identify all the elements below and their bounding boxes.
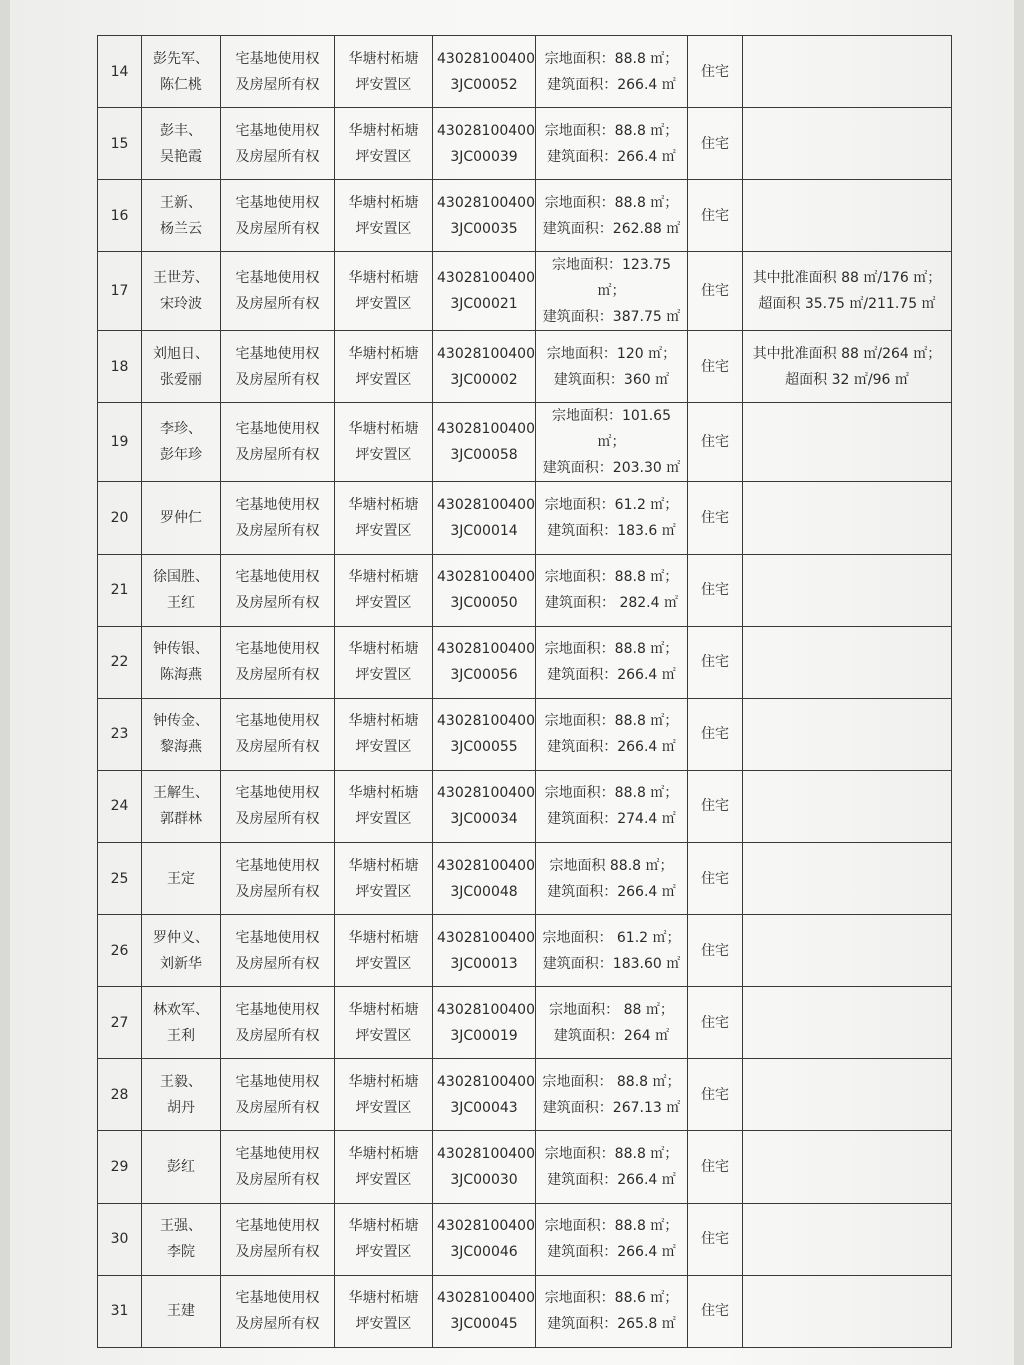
right-type: 宅基地使用权 及房屋所有权 [221, 626, 335, 698]
unit-code: 43028100400 3JC00034 [433, 770, 536, 842]
location: 华塘村柘塘 坪安置区 [335, 1275, 433, 1347]
location: 华塘村柘塘 坪安置区 [335, 554, 433, 626]
unit-code: 43028100400 3JC00046 [433, 1203, 536, 1275]
location: 华塘村柘塘 坪安置区 [335, 915, 433, 987]
table-row [98, 403, 952, 482]
location: 华塘村柘塘 坪安置区 [335, 331, 433, 403]
area-info: 宗地面积：120 ㎡； 建筑面积：360 ㎡ [536, 331, 688, 403]
land-use: 住宅 [688, 252, 743, 331]
land-use: 住宅 [688, 987, 743, 1059]
right-type: 宅基地使用权 及房屋所有权 [221, 1203, 335, 1275]
right-type: 宅基地使用权 及房屋所有权 [221, 108, 335, 180]
remarks [743, 36, 952, 108]
location: 华塘村柘塘 坪安置区 [335, 1131, 433, 1203]
right-type: 宅基地使用权 及房屋所有权 [221, 1131, 335, 1203]
table-row [98, 842, 952, 914]
land-use: 住宅 [688, 1275, 743, 1347]
row-number: 16 [98, 180, 142, 252]
document-page [10, 0, 1014, 1365]
right-type: 宅基地使用权 及房屋所有权 [221, 698, 335, 770]
row-number: 26 [98, 915, 142, 987]
area-info: 宗地面积：88.8 ㎡； 建筑面积： 282.4 ㎡ [536, 554, 688, 626]
right-type: 宅基地使用权 及房屋所有权 [221, 252, 335, 331]
land-use: 住宅 [688, 36, 743, 108]
location: 华塘村柘塘 坪安置区 [335, 36, 433, 108]
row-number: 24 [98, 770, 142, 842]
location: 华塘村柘塘 坪安置区 [335, 403, 433, 482]
unit-code: 43028100400 3JC00002 [433, 331, 536, 403]
owner-names: 罗仲仁 [142, 482, 221, 554]
row-number: 30 [98, 1203, 142, 1275]
row-number: 25 [98, 842, 142, 914]
remarks [743, 770, 952, 842]
remarks [743, 1203, 952, 1275]
row-number: 17 [98, 252, 142, 331]
remarks: 其中批准面积 88 ㎡/264 ㎡； 超面积 32 ㎡/96 ㎡ [743, 331, 952, 403]
location: 华塘村柘塘 坪安置区 [335, 698, 433, 770]
remarks [743, 554, 952, 626]
table-body [98, 36, 952, 1348]
row-number: 14 [98, 36, 142, 108]
row-number: 19 [98, 403, 142, 482]
land-use: 住宅 [688, 1059, 743, 1131]
row-number: 31 [98, 1275, 142, 1347]
owner-names: 彭先军、 陈仁桃 [142, 36, 221, 108]
area-info: 宗地面积： 88 ㎡； 建筑面积：264 ㎡ [536, 987, 688, 1059]
table-row [98, 987, 952, 1059]
table-row [98, 1131, 952, 1203]
unit-code: 43028100400 3JC00058 [433, 403, 536, 482]
land-use: 住宅 [688, 770, 743, 842]
area-info: 宗地面积：88.8 ㎡； 建筑面积：262.88 ㎡ [536, 180, 688, 252]
area-info: 宗地面积：88.8 ㎡； 建筑面积：266.4 ㎡ [536, 698, 688, 770]
table-row [98, 36, 952, 108]
unit-code: 43028100400 3JC00030 [433, 1131, 536, 1203]
unit-code: 43028100400 3JC00052 [433, 36, 536, 108]
remarks [743, 1059, 952, 1131]
area-info: 宗地面积：123.75 ㎡； 建筑面积：387.75 ㎡ [536, 252, 688, 331]
unit-code: 43028100400 3JC00043 [433, 1059, 536, 1131]
right-type: 宅基地使用权 及房屋所有权 [221, 331, 335, 403]
unit-code: 43028100400 3JC00045 [433, 1275, 536, 1347]
area-info: 宗地面积：88.8 ㎡； 建筑面积：274.4 ㎡ [536, 770, 688, 842]
area-info: 宗地面积：88.8 ㎡； 建筑面积：266.4 ㎡ [536, 1131, 688, 1203]
area-info: 宗地面积：88.8 ㎡； 建筑面积：266.4 ㎡ [536, 626, 688, 698]
remarks [743, 482, 952, 554]
location: 华塘村柘塘 坪安置区 [335, 770, 433, 842]
right-type: 宅基地使用权 及房屋所有权 [221, 1059, 335, 1131]
area-info: 宗地面积：101.65 ㎡； 建筑面积：203.30 ㎡ [536, 403, 688, 482]
unit-code: 43028100400 3JC00055 [433, 698, 536, 770]
owner-names: 钟传金、 黎海燕 [142, 698, 221, 770]
table-row [98, 770, 952, 842]
area-info: 宗地面积：88.8 ㎡； 建筑面积：266.4 ㎡ [536, 36, 688, 108]
land-use: 住宅 [688, 554, 743, 626]
table-row [98, 108, 952, 180]
owner-names: 林欢军、 王利 [142, 987, 221, 1059]
remarks [743, 915, 952, 987]
owner-names: 王建 [142, 1275, 221, 1347]
remarks: 其中批准面积 88 ㎡/176 ㎡； 超面积 35.75 ㎡/211.75 ㎡ [743, 252, 952, 331]
unit-code: 43028100400 3JC00035 [433, 180, 536, 252]
row-number: 23 [98, 698, 142, 770]
land-use: 住宅 [688, 108, 743, 180]
unit-code: 43028100400 3JC00013 [433, 915, 536, 987]
right-type: 宅基地使用权 及房屋所有权 [221, 180, 335, 252]
table-row [98, 252, 952, 331]
table-row [98, 698, 952, 770]
area-info: 宗地面积： 61.2 ㎡； 建筑面积：183.60 ㎡ [536, 915, 688, 987]
location: 华塘村柘塘 坪安置区 [335, 1203, 433, 1275]
row-number: 15 [98, 108, 142, 180]
table-row [98, 626, 952, 698]
owner-names: 王新、 杨兰云 [142, 180, 221, 252]
table-row [98, 554, 952, 626]
row-number: 20 [98, 482, 142, 554]
remarks [743, 987, 952, 1059]
area-info: 宗地面积： 88.8 ㎡； 建筑面积：267.13 ㎡ [536, 1059, 688, 1131]
area-info: 宗地面积：88.8 ㎡； 建筑面积：266.4 ㎡ [536, 1203, 688, 1275]
area-info: 宗地面积：61.2 ㎡； 建筑面积：183.6 ㎡ [536, 482, 688, 554]
location: 华塘村柘塘 坪安置区 [335, 1059, 433, 1131]
area-info: 宗地面积：88.8 ㎡； 建筑面积：266.4 ㎡ [536, 108, 688, 180]
owner-names: 罗仲义、 刘新华 [142, 915, 221, 987]
remarks [743, 1275, 952, 1347]
land-use: 住宅 [688, 331, 743, 403]
right-type: 宅基地使用权 及房屋所有权 [221, 915, 335, 987]
land-use: 住宅 [688, 698, 743, 770]
owner-names: 钟传银、 陈海燕 [142, 626, 221, 698]
remarks [743, 108, 952, 180]
land-use: 住宅 [688, 403, 743, 482]
remarks [743, 403, 952, 482]
area-info: 宗地面积：88.6 ㎡； 建筑面积：265.8 ㎡ [536, 1275, 688, 1347]
right-type: 宅基地使用权 及房屋所有权 [221, 842, 335, 914]
right-type: 宅基地使用权 及房屋所有权 [221, 403, 335, 482]
right-type: 宅基地使用权 及房屋所有权 [221, 987, 335, 1059]
location: 华塘村柘塘 坪安置区 [335, 108, 433, 180]
remarks [743, 180, 952, 252]
right-type: 宅基地使用权 及房屋所有权 [221, 770, 335, 842]
area-info: 宗地面积 88.8 ㎡； 建筑面积：266.4 ㎡ [536, 842, 688, 914]
right-type: 宅基地使用权 及房屋所有权 [221, 482, 335, 554]
owner-names: 刘旭日、 张爱丽 [142, 331, 221, 403]
remarks [743, 698, 952, 770]
location: 华塘村柘塘 坪安置区 [335, 252, 433, 331]
land-use: 住宅 [688, 842, 743, 914]
right-type: 宅基地使用权 及房屋所有权 [221, 36, 335, 108]
table-row [98, 482, 952, 554]
land-use: 住宅 [688, 626, 743, 698]
land-use: 住宅 [688, 180, 743, 252]
unit-code: 43028100400 3JC00039 [433, 108, 536, 180]
location: 华塘村柘塘 坪安置区 [335, 987, 433, 1059]
registration-table [97, 35, 952, 1348]
table-row [98, 1203, 952, 1275]
remarks [743, 626, 952, 698]
remarks [743, 1131, 952, 1203]
owner-names: 王毅、 胡丹 [142, 1059, 221, 1131]
land-use: 住宅 [688, 1203, 743, 1275]
land-use: 住宅 [688, 482, 743, 554]
owner-names: 王强、 李院 [142, 1203, 221, 1275]
row-number: 27 [98, 987, 142, 1059]
table-row [98, 331, 952, 403]
unit-code: 43028100400 3JC00056 [433, 626, 536, 698]
owner-names: 彭红 [142, 1131, 221, 1203]
land-use: 住宅 [688, 915, 743, 987]
table-row [98, 180, 952, 252]
land-use: 住宅 [688, 1131, 743, 1203]
owner-names: 彭丰、 吴艳霞 [142, 108, 221, 180]
owner-names: 王世芳、 宋玲波 [142, 252, 221, 331]
unit-code: 43028100400 3JC00048 [433, 842, 536, 914]
location: 华塘村柘塘 坪安置区 [335, 842, 433, 914]
owner-names: 王定 [142, 842, 221, 914]
unit-code: 43028100400 3JC00014 [433, 482, 536, 554]
table-row [98, 1059, 952, 1131]
remarks [743, 842, 952, 914]
unit-code: 43028100400 3JC00050 [433, 554, 536, 626]
row-number: 21 [98, 554, 142, 626]
table-row [98, 915, 952, 987]
owner-names: 徐国胜、 王红 [142, 554, 221, 626]
row-number: 28 [98, 1059, 142, 1131]
unit-code: 43028100400 3JC00019 [433, 987, 536, 1059]
row-number: 29 [98, 1131, 142, 1203]
owner-names: 李珍、 彭年珍 [142, 403, 221, 482]
owner-names: 王解生、 郭群林 [142, 770, 221, 842]
location: 华塘村柘塘 坪安置区 [335, 482, 433, 554]
right-type: 宅基地使用权 及房屋所有权 [221, 554, 335, 626]
right-type: 宅基地使用权 及房屋所有权 [221, 1275, 335, 1347]
table-row [98, 1275, 952, 1347]
row-number: 22 [98, 626, 142, 698]
location: 华塘村柘塘 坪安置区 [335, 180, 433, 252]
location: 华塘村柘塘 坪安置区 [335, 626, 433, 698]
row-number: 18 [98, 331, 142, 403]
unit-code: 43028100400 3JC00021 [433, 252, 536, 331]
